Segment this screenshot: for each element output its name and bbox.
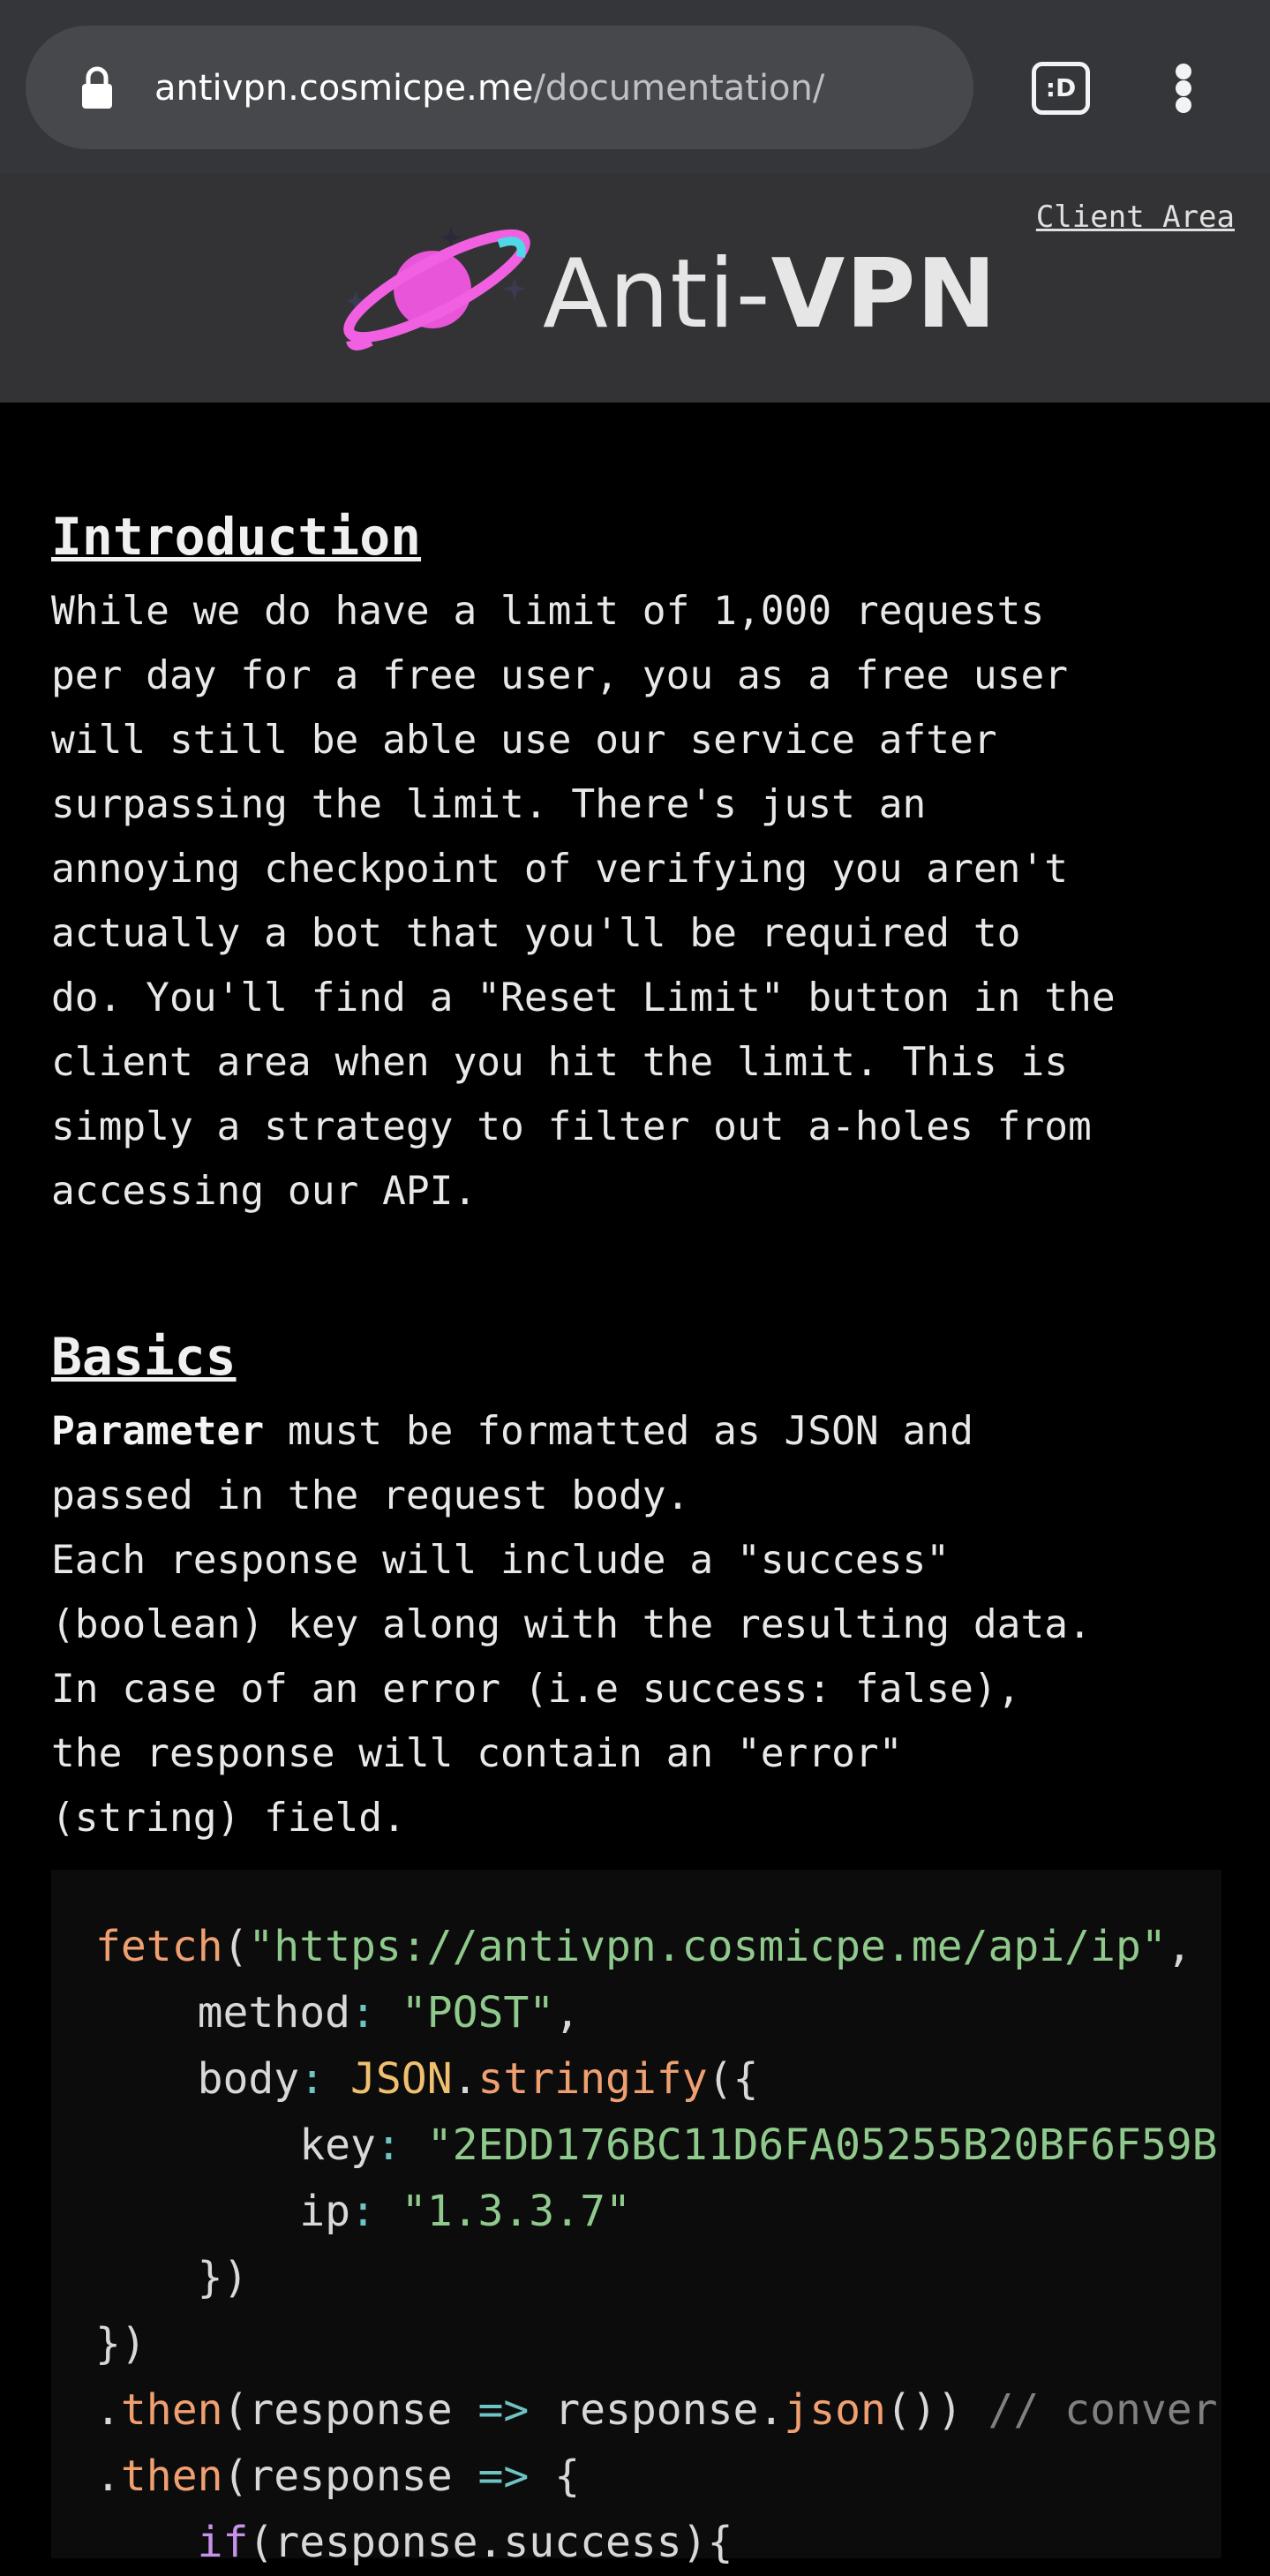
code-token: JSON: [350, 2054, 453, 2104]
url-host: antivpn.cosmicpe.me: [154, 68, 534, 109]
code-token: body: [197, 2054, 300, 2104]
lock-icon: [80, 66, 114, 110]
code-listing: fetch("https://antivpn.cosmicpe.me/api/ip", method: "POST", body: JSON.stringify({ key: "2EDD176BC11D6FA05255B20BF6F59B ip: "1.3.3.7" }) }) .then(response => response.json()) // conver .then(response => { if(response.success){: [95, 1922, 1218, 2567]
introduction-paragraph: While we do have a limit of 1,000 requests per day for a free user, you as a free user will still be able use our service after surpassing the limit. There's just an annoying checkpoint of verifying you aren't actually a bot that you'll be required to do. You'll find a "Reset Limit" button in the client area when you hit the limit. This is simply a strategy to filter out a-holes from accessing our API.: [51, 589, 1116, 1214]
code-token: fetch: [95, 1922, 223, 1971]
code-token: response: [248, 2385, 453, 2435]
basics-heading: Basics: [51, 1327, 237, 1387]
more-menu-icon[interactable]: [1165, 60, 1204, 117]
code-token: response: [248, 2452, 453, 2501]
address-bar[interactable]: [26, 26, 973, 149]
url-text: [154, 66, 824, 110]
logo-text-bold: VPN: [770, 239, 997, 350]
site-header: [0, 173, 1270, 403]
basics-text: must be formatted as JSON and passed in the request body. Each response will include a "success" (boolean) key along with the resulting data. In case of an error (i.e success: false), the response will contain an "error" (string) field.: [51, 1409, 1092, 1841]
code-token: "https://antivpn.cosmicpe.me/api/ip": [248, 1922, 1167, 1971]
introduction-heading: Introduction: [51, 507, 422, 567]
code-token: "POST": [401, 1988, 555, 2037]
code-token: key: [299, 2120, 376, 2170]
code-token: "1.3.3.7": [401, 2187, 631, 2236]
url-path: /documentation/: [533, 68, 825, 109]
code-token: then: [120, 2452, 223, 2501]
code-token: stringify: [477, 2054, 708, 2104]
code-token: if: [197, 2518, 249, 2567]
planet-logo-icon: [335, 208, 538, 358]
code-token: response: [554, 2385, 759, 2435]
code-token: // conver: [988, 2385, 1218, 2435]
code-token: then: [120, 2385, 223, 2435]
code-token: method: [197, 1988, 350, 2037]
client-area-link[interactable]: Client Area: [1035, 200, 1235, 235]
basics-paragraph: [51, 1399, 1225, 1850]
code-token: ip: [299, 2187, 350, 2236]
code-block: [51, 1870, 1221, 2567]
logo-wordmark: [543, 239, 997, 350]
code-token: "2EDD176BC11D6FA05255B20BF6F59B: [426, 2120, 1218, 2170]
parameter-term: Parameter: [51, 1409, 265, 1454]
logo-text-light: Anti-: [543, 239, 771, 350]
tab-switcher-button[interactable]: :D: [1032, 62, 1090, 115]
logo[interactable]: [335, 208, 997, 358]
code-token: json: [784, 2385, 886, 2435]
browser-toolbar: [0, 0, 1270, 173]
code-token: (response.success){: [248, 2518, 733, 2567]
